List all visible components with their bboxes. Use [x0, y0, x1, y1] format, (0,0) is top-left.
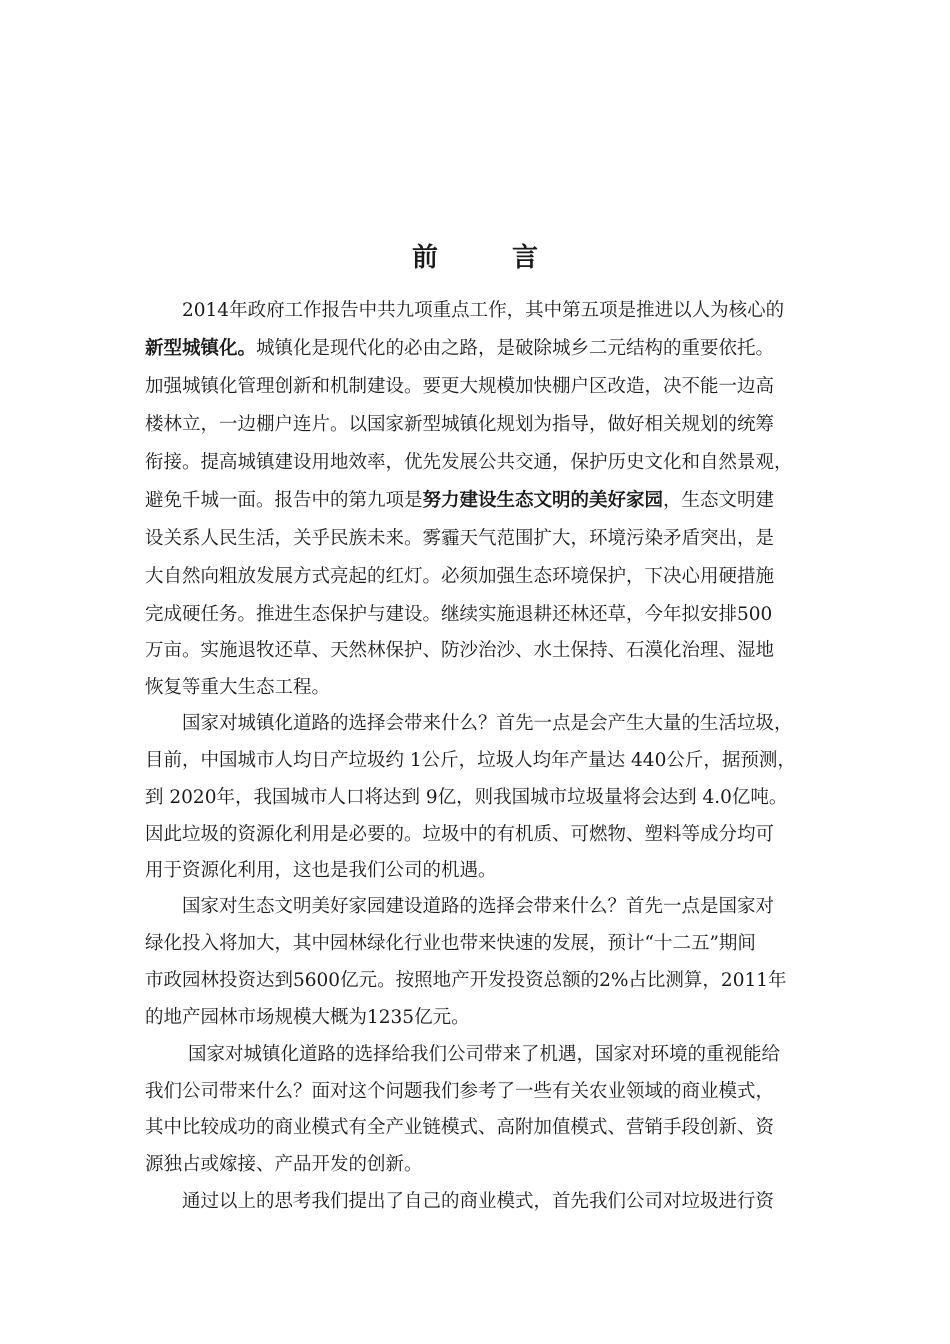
- text-run: 避免千城一面。报告中的第九项是: [145, 490, 423, 511]
- paragraph-line: 用于资源化利用，这也是我们公司的机遇。: [145, 860, 497, 881]
- paragraph-line: 国家对城镇化道路的选择会带来什么？首先一点是会产生大量的生活垃圾，: [182, 713, 793, 734]
- page-title: 前 言: [411, 243, 562, 273]
- paragraph-line: 大自然向粗放发展方式亮起的红灯。必须加强生态环境保护，下决心用硬措施: [145, 566, 775, 587]
- paragraph-line: 加强城镇化管理创新和机制建设。要更大规模加快棚户区改造，决不能一边高: [145, 376, 775, 397]
- bold-phrase: 努力建设生态文明的美好家园: [422, 490, 664, 511]
- paragraph-line: 我们公司带来什么？面对这个问题我们参考了一些有关农业领域的商业模式，: [145, 1081, 775, 1102]
- paragraph-line: 国家对城镇化道路的选择给我们公司带来了机遇，国家对环境的重视能给: [188, 1044, 781, 1065]
- paragraph-line: 2014年政府工作报告中共九项重点工作，其中第五项是推进以人为核心的: [182, 300, 785, 321]
- paragraph-line: 通过以上的思考我们提出了自己的商业模式，首先我们公司对垃圾进行资: [182, 1191, 775, 1212]
- paragraph-line: 的地产园林市场规模大概为1235亿元。: [145, 1007, 470, 1028]
- text-run: ，生态文明建: [663, 490, 775, 511]
- paragraph-line: 万亩。实施退牧还草、天然林保护、防沙治沙、水土保持、石漠化治理、湿地: [145, 640, 775, 661]
- paragraph-line: 因此垃圾的资源化利用是必要的。垃圾中的有机质、可燃物、塑料等成分均可: [145, 824, 775, 845]
- paragraph-line: 衔接。提高城镇建设用地效率，优先发展公共交通，保护历史文化和自然景观，: [145, 452, 793, 473]
- paragraph-line: 源独占或嫁接、产品开发的创新。: [145, 1154, 423, 1175]
- paragraph-line: 目前，中国城市人均日产垃圾约 1公斤，垃圾人均年产量达 440公斤，据预测，: [145, 750, 796, 771]
- paragraph-line: 楼林立，一边棚户连片。以国家新型城镇化规划为指导，做好相关规划的统筹: [145, 414, 775, 435]
- paragraph-line: 完成硬任务。推进生态保护与建设。继续实施退耕还林还草，今年拟安排500: [145, 604, 773, 625]
- paragraph-line: 其中比较成功的商业模式有全产业链模式、高附加值模式、营销手段创新、资: [145, 1117, 775, 1138]
- paragraph-line: [145, 488, 774, 514]
- paragraph-line: 设关系人民生活，关乎民族未来。雾霾天气范围扩大，环境污染矛盾突出，是: [145, 528, 775, 549]
- paragraph-line: 市政园林投资达到5600亿元。按照地产开发投资总额的2%占比测算，2011年: [145, 970, 787, 991]
- text-run: 城镇化是现代化的必由之路，是破除城乡二元结构的重要依托。: [256, 338, 775, 359]
- paragraph-line: 绿化投入将加大，其中园林绿化行业也带来快速的发展，预计“十二五”期间: [145, 933, 756, 954]
- bold-phrase: 新型城镇化。: [145, 338, 257, 359]
- paragraph-line: 恢复等重大生态工程。: [145, 677, 331, 698]
- paragraph-line: 到 2020年，我国城市人口将达到 9亿，则我国城市垃圾量将会达到 4.0亿吨。: [145, 787, 788, 808]
- paragraph-line: 国家对生态文明美好家园建设道路的选择会带来什么？首先一点是国家对: [182, 896, 775, 917]
- paragraph-line: [145, 336, 774, 362]
